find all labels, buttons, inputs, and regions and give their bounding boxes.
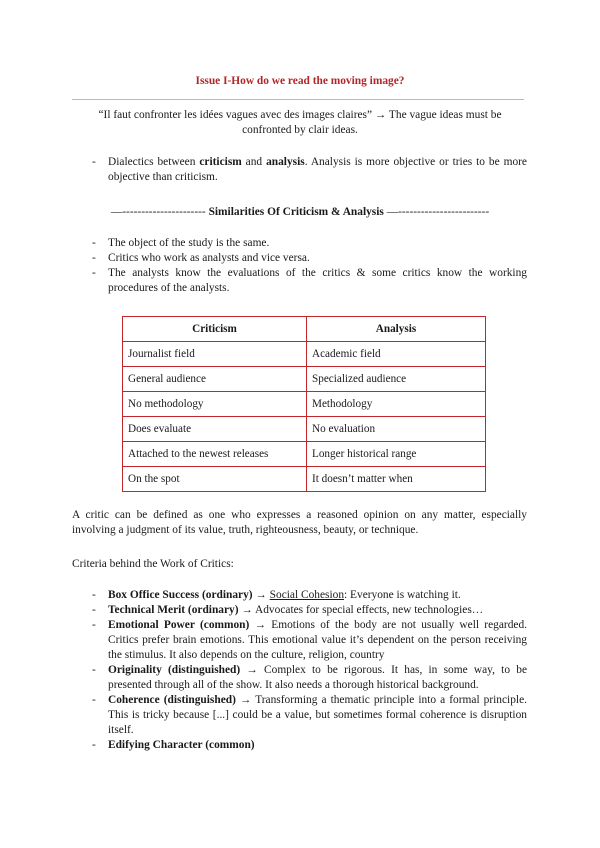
table-row: [123, 342, 486, 367]
table-row: [123, 442, 486, 467]
criterion-label: Technical Merit (ordinary): [108, 604, 239, 616]
list-item: [92, 236, 527, 251]
criterion-arrow: →: [240, 664, 265, 676]
heading-left-line: —----------------------: [110, 206, 209, 218]
bullet-dash: -: [92, 739, 96, 751]
list-item: [92, 266, 527, 296]
criteria-list: [92, 588, 527, 753]
criterion-text: Emotions of the body are not usually well regarded. Critics prefer brain emotions. This emotional value it’s dependent on the person receiving the stimulus. It also depends on the culture, religion, country: [108, 619, 527, 661]
bullet-dash: -: [92, 589, 96, 601]
cell-criticism: Journalist field: [123, 342, 307, 367]
heading-text: Similarities Of Criticism & Analysis: [208, 206, 384, 218]
criterion-label: Edifying Character (common): [108, 739, 255, 751]
similarities-list: [92, 236, 527, 296]
term-analysis: analysis: [266, 156, 305, 168]
dialectics-list: [92, 155, 527, 185]
bullet-dash: -: [92, 619, 96, 631]
heading-right-line: —------------------------: [383, 206, 490, 218]
cell-analysis: Academic field: [307, 342, 486, 367]
list-item: [92, 693, 527, 738]
bullet-dash: -: [92, 694, 96, 706]
criterion-text: : Everyone is watching it.: [344, 589, 461, 601]
list-item: [92, 738, 527, 753]
table-row: [123, 392, 486, 417]
criterion-underlined: Social Cohesion: [269, 589, 345, 601]
table-row: [123, 417, 486, 442]
dialectics-rest: . Analysis is more objective or tries to be more objective than criticism.: [108, 156, 527, 183]
list-item: [92, 588, 527, 603]
criterion-arrow: →: [238, 604, 256, 616]
critic-definition: A critic can be defined as one who expresses a reasoned opinion on any matter, especially involving a judgment of its value, truth, righteousness, beauty, or technique.: [72, 509, 527, 536]
cell-analysis: Methodology: [307, 392, 486, 417]
bullet-dash: -: [92, 237, 96, 249]
cell-criticism: General audience: [123, 367, 307, 392]
criterion-label: Coherence (distinguished): [108, 694, 236, 706]
opening-quote: “Il faut confronter les idées vagues avec des images claires” → The vague ideas must be confronted by clair ideas.: [98, 109, 502, 136]
criterion-arrow: →: [252, 589, 270, 601]
similarity-text: The object of the study is the same.: [108, 237, 270, 249]
bullet-dash: -: [92, 664, 96, 676]
cell-analysis: Specialized audience: [307, 367, 486, 392]
bullet-dash: -: [92, 267, 96, 279]
dialectics-and: and: [241, 156, 267, 168]
similarities-heading: [0, 205, 600, 220]
cell-criticism: Does evaluate: [123, 417, 307, 442]
cell-criticism: Attached to the newest releases: [123, 442, 307, 467]
page-title: Issue I-How do we read the moving image?: [195, 75, 405, 87]
criterion-text: Complex to be rigorous. It has, in some way, to be presented through all of the show. It also needs a thorough historical background.: [108, 664, 527, 691]
list-item: [92, 603, 527, 618]
table-header-row: [123, 317, 486, 342]
cell-analysis: Longer historical range: [307, 442, 486, 467]
criterion-label: Originality (distinguished): [108, 664, 241, 676]
bullet-dash: -: [92, 604, 96, 616]
cell-criticism: On the spot: [123, 467, 307, 492]
cell-analysis: No evaluation: [307, 417, 486, 442]
cell-analysis: It doesn’t matter when: [307, 467, 486, 492]
similarity-text: Critics who work as analysts and vice versa.: [108, 252, 310, 264]
title-divider: [72, 99, 524, 100]
list-item: [92, 251, 527, 266]
criterion-label: Emotional Power (common): [108, 619, 250, 631]
list-item: [92, 618, 527, 663]
bullet-dash: -: [92, 156, 96, 168]
criterion-text: Transforming a thematic principle into a formal principle. This is tricky because [...] could be a value, but sometimes formal coherence is disruption itself.: [108, 694, 527, 736]
comparison-table: [122, 316, 486, 492]
criterion-text: Advocates for special effects, new technologies…: [255, 604, 484, 616]
header-analysis: Analysis: [307, 317, 486, 342]
criteria-intro: Criteria behind the Work of Critics:: [72, 558, 234, 570]
list-item: [92, 155, 527, 185]
cell-criticism: No methodology: [123, 392, 307, 417]
header-criticism: Criticism: [123, 317, 307, 342]
table-row: [123, 467, 486, 492]
criterion-arrow: →: [235, 694, 256, 706]
criterion-label: Box Office Success (ordinary): [108, 589, 253, 601]
table-row: [123, 367, 486, 392]
dialectics-prefix: Dialectics between: [108, 156, 200, 168]
criterion-arrow: →: [249, 619, 272, 631]
similarity-text: The analysts know the evaluations of the critics & some critics know the working procedures of the analysts.: [108, 267, 527, 294]
bullet-dash: -: [92, 252, 96, 264]
list-item: [92, 663, 527, 693]
term-criticism: criticism: [199, 156, 242, 168]
